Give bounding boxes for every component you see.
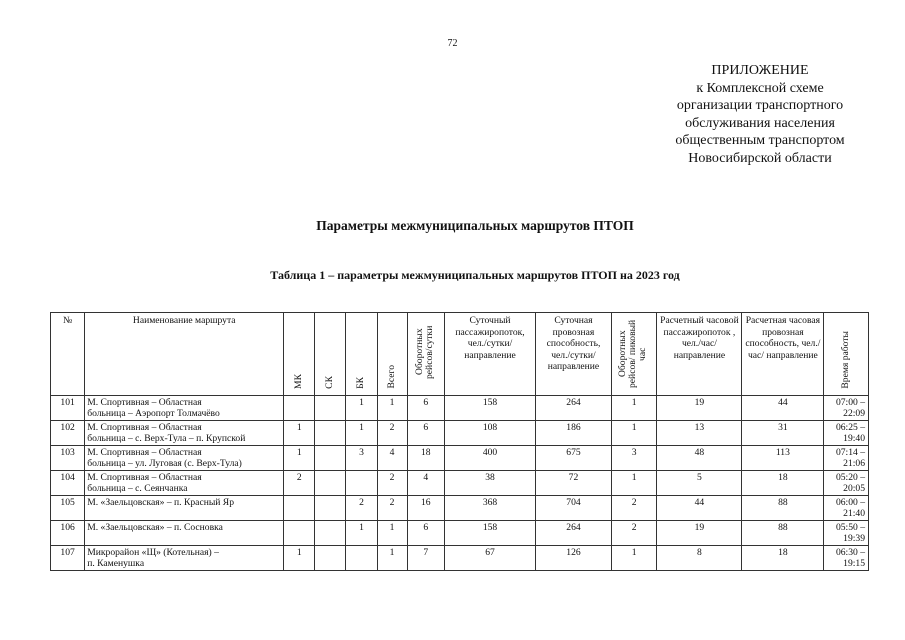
cell-total: 1 [377, 396, 407, 421]
cell-flow-hour: 48 [657, 446, 742, 471]
cell-cap-day: 264 [536, 521, 612, 546]
cell-flow-hour: 5 [657, 471, 742, 496]
header-flow-hour: Расчетный часовой пассажиропоток , чел./час/ направление [657, 313, 742, 396]
header-bk: БК [346, 313, 377, 396]
cell-name [85, 496, 284, 521]
route-name-line-2: больница – с. Сеянчанка [87, 483, 188, 495]
cell-cap-hour: 31 [742, 421, 824, 446]
cell-trips-day: 16 [407, 496, 444, 521]
cell-trips-peak: 1 [611, 546, 657, 571]
cell-sk [315, 471, 346, 496]
cell-time [824, 421, 869, 446]
cell-name [85, 521, 284, 546]
table-title: Таблица 1 – параметры межмуниципальных маршрутов ПТОП на 2023 год [270, 268, 680, 282]
cell-cap-day: 704 [536, 496, 612, 521]
cell-cap-day: 675 [536, 446, 612, 471]
cell-mk [284, 496, 315, 521]
cell-trips-peak: 1 [611, 421, 657, 446]
cell-trips-peak: 2 [611, 496, 657, 521]
cell-num: 104 [51, 471, 85, 496]
table-header-row [51, 313, 869, 396]
cell-bk: 1 [346, 421, 377, 446]
table-row [51, 396, 869, 421]
route-name-line-1: М. Спортивная – Областная [87, 422, 202, 433]
header-flow-day: Суточный пассажиропоток, чел./сутки/ направление [444, 313, 535, 396]
time-end: 19:39 [843, 533, 865, 545]
cell-trips-day: 18 [407, 446, 444, 471]
cell-bk [346, 471, 377, 496]
cell-time [824, 396, 869, 421]
cell-total: 1 [377, 521, 407, 546]
cell-bk: 1 [346, 396, 377, 421]
cell-name [85, 471, 284, 496]
cell-bk [346, 546, 377, 571]
route-name-line-1: М. Спортивная – Областная [87, 472, 202, 483]
appendix-line: обслуживания населения [685, 115, 835, 131]
time-start: 06:00 – [835, 497, 865, 508]
time-start: 05:20 – [835, 472, 865, 483]
route-name-line-2: больница – с. Верх-Тула – п. Крупской [87, 433, 246, 445]
time-end: 19:15 [843, 558, 865, 570]
cell-total: 2 [377, 421, 407, 446]
header-name: Наименование маршрута [85, 313, 284, 396]
cell-total: 2 [377, 471, 407, 496]
header-num: № [51, 313, 85, 396]
cell-total: 4 [377, 446, 407, 471]
cell-cap-hour: 18 [742, 471, 824, 496]
cell-total: 1 [377, 546, 407, 571]
cell-trips-day: 7 [407, 546, 444, 571]
time-start: 05:50 – [835, 522, 865, 533]
cell-bk: 2 [346, 496, 377, 521]
main-title: Параметры межмуниципальных маршрутов ПТОП [316, 218, 634, 233]
table-row [51, 446, 869, 471]
header-trips-peak: Оборотных рейсов/ пиковый час [611, 313, 657, 396]
table-row [51, 546, 869, 571]
time-end: 21:06 [843, 458, 865, 470]
cell-time [824, 521, 869, 546]
appendix-line: общественным транспортом [675, 133, 845, 148]
cell-trips-day: 6 [407, 521, 444, 546]
cell-flow-hour: 8 [657, 546, 742, 571]
routes-table [50, 312, 869, 571]
cell-name [85, 446, 284, 471]
route-name-line-2: больница – Аэропорт Толмачёво [87, 408, 220, 420]
cell-time [824, 471, 869, 496]
cell-flow-day: 67 [444, 546, 535, 571]
cell-cap-hour: 113 [742, 446, 824, 471]
table-row [51, 521, 869, 546]
time-end: 19:40 [843, 433, 865, 445]
table-row [51, 421, 869, 446]
cell-mk [284, 521, 315, 546]
table-row [51, 471, 869, 496]
appendix-block [640, 62, 880, 167]
cell-mk [284, 396, 315, 421]
header-capacity-day: Суточная провозная способность, чел./сутки/ направление [536, 313, 612, 396]
cell-trips-day: 6 [407, 396, 444, 421]
cell-name [85, 421, 284, 446]
cell-flow-day: 158 [444, 521, 535, 546]
cell-trips-day: 4 [407, 471, 444, 496]
cell-name [85, 396, 284, 421]
cell-num: 103 [51, 446, 85, 471]
time-start: 07:14 – [835, 447, 865, 458]
cell-cap-hour: 18 [742, 546, 824, 571]
time-start: 07:00 – [835, 397, 865, 408]
cell-mk: 1 [284, 546, 315, 571]
cell-sk [315, 546, 346, 571]
cell-sk [315, 421, 346, 446]
cell-time [824, 496, 869, 521]
cell-flow-hour: 19 [657, 521, 742, 546]
header-trips-day: Оборотных рейсов/сутки [407, 313, 444, 396]
page-number: 72 [447, 38, 458, 49]
header-mk: МК [284, 313, 315, 396]
header-total: Всего [377, 313, 407, 396]
cell-name [85, 546, 284, 571]
cell-sk [315, 521, 346, 546]
cell-time [824, 446, 869, 471]
appendix-line: Новосибирской области [688, 150, 832, 166]
cell-num: 102 [51, 421, 85, 446]
cell-trips-peak: 3 [611, 446, 657, 471]
cell-mk: 1 [284, 446, 315, 471]
cell-flow-day: 368 [444, 496, 535, 521]
cell-num: 106 [51, 521, 85, 546]
cell-flow-day: 38 [444, 471, 535, 496]
cell-cap-hour: 88 [742, 521, 824, 546]
time-start: 06:30 – [835, 547, 865, 558]
cell-flow-day: 108 [444, 421, 535, 446]
cell-sk [315, 396, 346, 421]
cell-cap-day: 72 [536, 471, 612, 496]
cell-bk: 1 [346, 521, 377, 546]
route-name-line-1: Микрорайон «Щ» (Котельная) – [87, 547, 219, 558]
appendix-line: к Комплексной схеме [696, 80, 824, 96]
cell-trips-peak: 2 [611, 521, 657, 546]
cell-cap-day: 126 [536, 546, 612, 571]
cell-time [824, 546, 869, 571]
header-time: Время работы [824, 313, 869, 396]
table-row [51, 496, 869, 521]
header-capacity-hour: Расчетная часовая провозная способность, чел./час/ направление [742, 313, 824, 396]
route-name-line-1: М. «Заельцовская» – п. Красный Яр [87, 497, 235, 508]
cell-cap-hour: 44 [742, 396, 824, 421]
cell-mk: 2 [284, 471, 315, 496]
time-start: 06:25 – [835, 422, 865, 433]
route-name-line-1: М. «Заельцовская» – п. Сосновка [87, 522, 223, 533]
header-sk: СК [315, 313, 346, 396]
cell-trips-peak: 1 [611, 471, 657, 496]
cell-flow-hour: 44 [657, 496, 742, 521]
cell-cap-day: 186 [536, 421, 612, 446]
cell-total: 2 [377, 496, 407, 521]
cell-flow-hour: 13 [657, 421, 742, 446]
cell-flow-hour: 19 [657, 396, 742, 421]
route-name-line-2: больница – ул. Луговая (с. Верх-Тула) [87, 458, 242, 470]
cell-cap-day: 264 [536, 396, 612, 421]
cell-mk: 1 [284, 421, 315, 446]
cell-cap-hour: 88 [742, 496, 824, 521]
route-name-line-2: п. Каменушка [87, 558, 145, 570]
cell-flow-day: 400 [444, 446, 535, 471]
cell-num: 105 [51, 496, 85, 521]
time-end: 20:05 [843, 483, 865, 495]
cell-flow-day: 158 [444, 396, 535, 421]
cell-sk [315, 496, 346, 521]
time-end: 21:40 [843, 508, 865, 520]
cell-num: 101 [51, 396, 85, 421]
cell-trips-day: 6 [407, 421, 444, 446]
appendix-line: организации транспортного [676, 98, 844, 113]
cell-trips-peak: 1 [611, 396, 657, 421]
route-name-line-1: М. Спортивная – Областная [87, 397, 202, 408]
cell-bk: 3 [346, 446, 377, 471]
cell-sk [315, 446, 346, 471]
route-name-line-1: М. Спортивная – Областная [87, 447, 202, 458]
appendix-line: ПРИЛОЖЕНИЕ [711, 63, 809, 78]
cell-num: 107 [51, 546, 85, 571]
time-end: 22:09 [843, 408, 865, 420]
